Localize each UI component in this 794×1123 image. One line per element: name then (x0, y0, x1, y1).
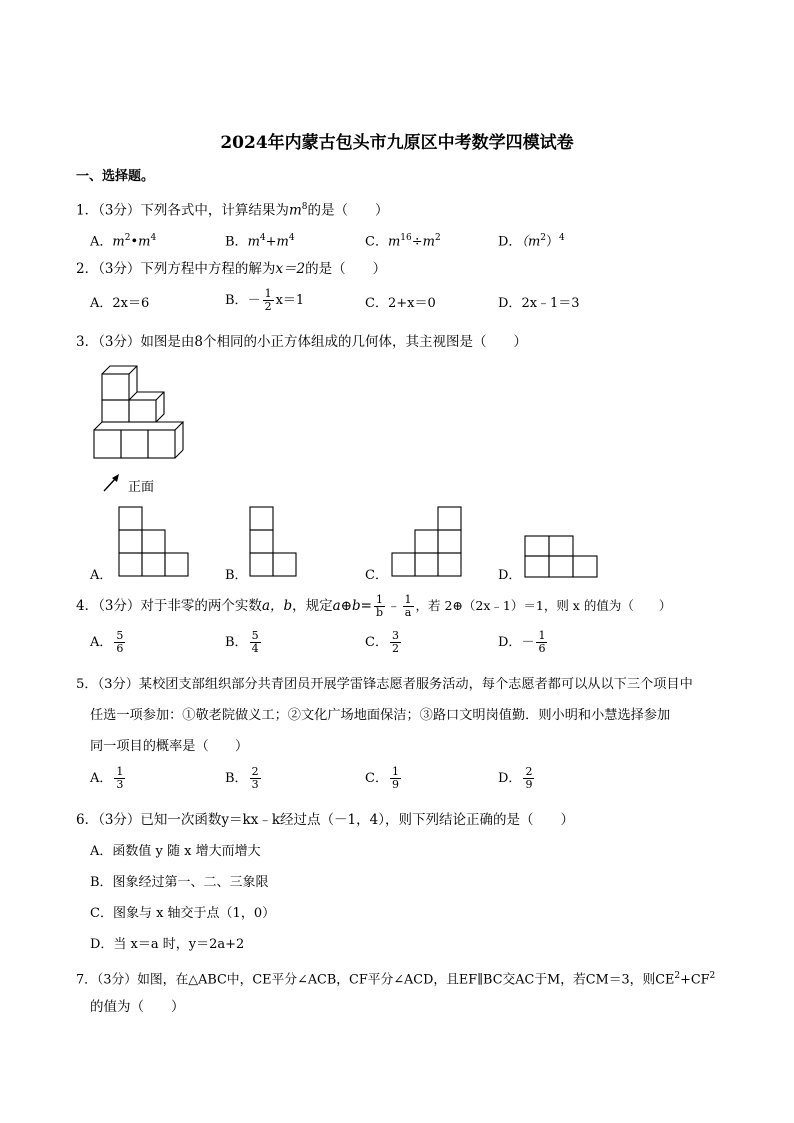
q3-option-a-view (118, 506, 190, 578)
q2-option-d: D．2x﹣1＝3 (498, 296, 580, 311)
q1-stem-var: m (288, 202, 302, 219)
q1-stem-text: 1．（3分）下列各式中，计算结果为 (76, 202, 289, 219)
q2-option-c: C．2+x＝0 (365, 296, 436, 311)
q4-option-d: D．－ $\frac{1}{6}$ (498, 629, 546, 655)
cube-solid-figure (90, 362, 190, 462)
q4-option-a: A． $\frac{5}{6}$ (90, 629, 124, 655)
question-2-stem: 2．（3分）下列方程中方程的解为x＝2的是（ ） (76, 261, 387, 277)
q5-option-c: C． $\frac{1}{9}$ (365, 765, 399, 791)
q2-option-b: B．－ $\frac{1}{2}$ x＝1 (225, 287, 305, 313)
q3-option-d-label: D． (498, 568, 522, 583)
question-6-stem: 6．（3分）已知一次函数y＝kx﹣k经过点（－1，4），则下列结论正确的是（ ） (76, 812, 574, 828)
question-3-stem: 3．（3分）如图是由8个相同的小正方体组成的几何体，其主视图是（ ） (76, 334, 528, 350)
q6-option-b: B．图象经过第一、二、三象限 (90, 875, 269, 890)
page-title: 2024年内蒙古包头市九原区中考数学四模试卷 (220, 133, 574, 153)
q3-option-d-view (524, 535, 600, 579)
q6-option-a: A．函数值 y 随 x 增大而增大 (90, 844, 261, 859)
q1-option-c: C．$m^{16}\div m^2$ (365, 233, 441, 250)
q3-option-b-label: B． (225, 568, 248, 583)
q6-option-d: D．当 x＝a 时，y＝2a+2 (90, 937, 245, 952)
q3-option-c-view (390, 506, 464, 578)
q3-option-b-view (249, 506, 299, 578)
question-7-line-1: 7．（3分）如图，在△ABC中，CE平分∠ACB，CF平分∠ACD，且EF∥BC交AC于M，若CM＝3，则$CE^2+CF^2$ (76, 971, 716, 988)
q4-option-b: B． $\frac{5}{4}$ (225, 629, 259, 655)
q6-option-c: C．图象与 x 轴交于点（1，0） (90, 906, 276, 921)
question-7-line-2: 的值为（ ） (90, 999, 185, 1015)
q5-option-a: A． $\frac{1}{3}$ (90, 765, 124, 791)
q1-stem-exp: 8 (301, 202, 308, 212)
question-5-line-2: 任选一项参加：①敬老院做义工；②文化广场地面保洁；③路口文明岗值勤．则小明和小慧选择参加 (90, 708, 671, 723)
question-1-stem (76, 198, 388, 220)
q5-option-d: D． $\frac{2}{9}$ (498, 765, 533, 791)
q5-option-b: B． $\frac{2}{3}$ (225, 765, 259, 791)
front-arrow-icon (101, 472, 123, 494)
q1-option-d: D．$(m^2)^4$ (498, 233, 565, 250)
question-5-line-1: 5．（3分）某校团支部组织部分共青团员开展学雷锋志愿者服务活动，每个志愿者都可以从以下三个项目中 (76, 677, 693, 692)
q3-option-a-label: A． (90, 568, 113, 583)
q1-stem-tail: 的是（ ） (307, 202, 389, 219)
question-5-line-3: 同一项目的概率是（ ） (90, 739, 249, 754)
question-4-stem: 4．（3分）对于非零的两个实数a，b，规定a⊕b= $\frac{1}{b}$ ﹣ $\frac{1}{a}$ ，若 2⊕（2x﹣1）＝1，则 x 的值为（ ） (76, 593, 672, 619)
q1-option-a: A．$m^2•m^4$ (90, 233, 157, 250)
q4-option-c: C． $\frac{3}{2}$ (365, 629, 399, 655)
q3-option-c-label: C． (365, 568, 388, 583)
q1-option-b: B．$m^4+m^4$ (225, 233, 295, 250)
q2-option-a: A．2x＝6 (90, 296, 150, 311)
front-view-label: 正面 (128, 480, 155, 495)
section-heading: 一、选择题。 (76, 169, 155, 184)
